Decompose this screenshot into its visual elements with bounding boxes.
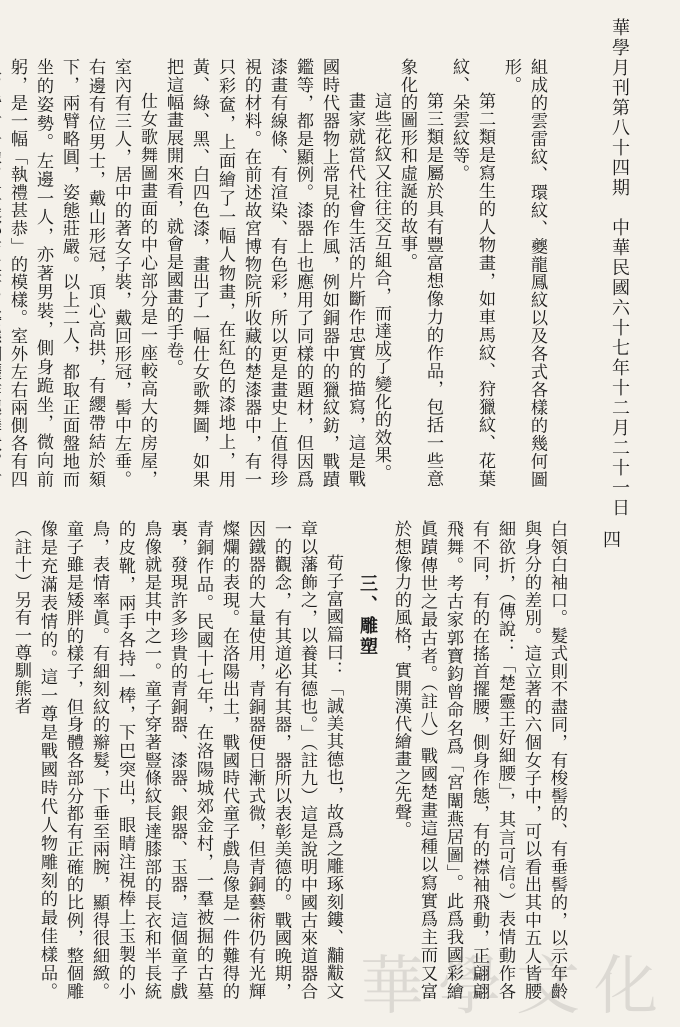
paragraph: 這些花紋又往往交互組合，而達成了變化的效果。 [371, 92, 391, 482]
paragraph: 荀子富國篇曰：「誠美其德也，故爲之雕琢刻鏤、黼黻文章以藩飾之，以養其德也。」（註九）這是說明中國古來道器合一的觀念，有其道必有其器，器所以表彰美德的。戰國晚期，因鐵器的大量使用，青銅器便日漸式微，但青銅藝術仍有光輝燦爛的表現。在洛陽出土，戰國時代童子戲鳥像是一件難得的青銅作品。民國十七年，在洛陽城郊金村，一羣被掘的古墓裏，發現許多珍貴的青銅器、漆器、銀器、玉器，這個童子戲鳥像就是其中之一。童子穿著豎條紋長達膝部的長衣和半長統的皮靴，兩手各持一棒，下巴突出，眼睛注視棒上玉製的小鳥，表情率眞。有細刻紋的辮髮，下垂至兩腕，顯得很細緻。童子雖是矮胖的樣子，但身體各部分都有正確的比例，整個雕像是充滿表情的。這一尊是戰國時代人物雕刻的最佳樣品。（註十）另有一尊馴熊者 [11, 520, 343, 1000]
paragraph: 仕女歌舞圖畫面的中心部分是一座較高大的房屋，室內有三人，居中的著女子裝，戴回形冠，髻中左垂。右邊有位男士，戴山形冠，頂心高拱，有纓帶結於頦下，兩臂略圓，姿態莊嚴。以上二人，都取正面盤地而坐的姿勢。左邊一人，亦著男裝，側身跪坐，微向前躬，是一幅「執禮甚恭」的模樣。室外左右兩側各有四 [7, 58, 157, 488]
top-text-block [7, 58, 550, 488]
paragraph: 組成的雲雷紋、環紋、夔龍鳳紋以及各式各樣的幾何圖形。 [501, 58, 547, 488]
page-number: 四 [600, 530, 621, 548]
bottom-text-block [11, 520, 570, 1000]
paragraph: 第二類是寫生的人物畫，如車馬紋、狩獵紋、花葉紋、朵雲紋等。 [449, 58, 495, 488]
paragraph: 畫家就當代社會生活的片斷作忠實的描寫，這是戰國時代器物上常見的作風，例如銅器中的獵紋鈁，戰蹟鑑等，都是顯例。漆器上也應用了同樣的題材，但因爲漆畫有線條、有渲染、有色彩，所以更是畫史上值得珍視的材料。在前述故宮博物院所收藏的楚漆器中，有一只彩奩，上面繪了一幅人物畫，在紅色的漆地上，用黃、綠、黑、白四色漆，畫出了一幅仕女歌舞圖，如果把這幅畫展開來看，就會是國畫的手卷。 [163, 58, 365, 488]
paragraph: 第三類是屬於具有豐富想像力的作品，包括一些意象化的圖形和虛誕的故事。 [397, 58, 443, 488]
watermark-logo: 華學文化 [360, 950, 672, 1024]
journal-header: 華學月刊第八十四期 中華民國六十七年十二月二十一日 [609, 18, 630, 518]
section-heading: 三、雕塑 [357, 574, 378, 658]
paragraph: 白領白袖口。髮式則不盡同，有梭髻的、有垂髻的，以示年齡與身分的差別。這立著的六個女子中，可以看出其中五人皆腰細欲折，（傳說：「楚靈王好細腰」，其言可信。）表情動作各有不同，有的在搖首擺腰，側身作態，有的襟袖飛動，正翩翩飛舞。考古家郭寶鈞曾命名爲「宮闈燕居圖」。此爲我國彩繪眞蹟傳世之最古者。（註八）戰國楚畫這種以寫實爲主而又富於想像力的風格，實開漢代繪畫之先聲。 [391, 520, 567, 1000]
